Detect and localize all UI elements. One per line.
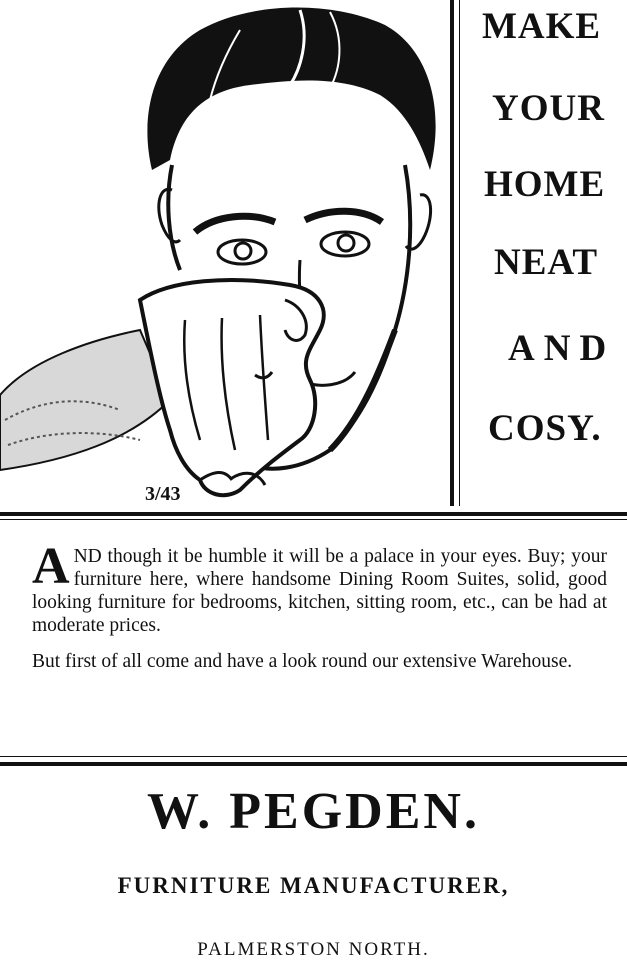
pointing-man-illustration xyxy=(0,0,450,505)
slogan-line-2: YOUR xyxy=(492,88,605,129)
slogan-line-6: COSY. xyxy=(488,408,602,449)
copy-paragraph-2: But first of all come and have a look round our extensive Warehouse. xyxy=(32,651,573,672)
section-rule-bottom-thin xyxy=(0,756,627,757)
slogan-line-5: AND xyxy=(508,328,616,369)
vertical-rule-thick xyxy=(450,0,454,506)
copy-paragraph-1-text: ND though it be humble it will be a palace in your eyes. Buy; your furniture here, where handsome Dining Room Suites, solid, good looking furniture for bedrooms, kitchen, sitting room, etc., can be had at moderate prices. xyxy=(32,546,607,636)
slogan-line-4: NEAT xyxy=(494,242,599,283)
section-rule-top-thin xyxy=(0,519,627,520)
section-rule-bottom xyxy=(0,762,627,766)
merchant-town: PALMERSTON NORTH. xyxy=(197,939,430,960)
slogan-line-3: HOME xyxy=(484,164,606,205)
merchant-trade: FURNITURE MANUFACTURER, xyxy=(117,873,510,898)
advertisement-copy xyxy=(32,538,607,686)
artist-signature: 3/43 xyxy=(145,483,181,505)
section-rule-top xyxy=(0,512,627,516)
copy-paragraph-1 xyxy=(32,538,607,637)
slogan-line-1: MAKE xyxy=(482,6,602,47)
drop-cap: A xyxy=(32,538,70,595)
slogan-column xyxy=(462,0,627,500)
merchant-name: W. PEGDEN. xyxy=(147,783,480,840)
vertical-rule-thin xyxy=(459,0,460,506)
pointing-man-drawing xyxy=(0,0,450,505)
